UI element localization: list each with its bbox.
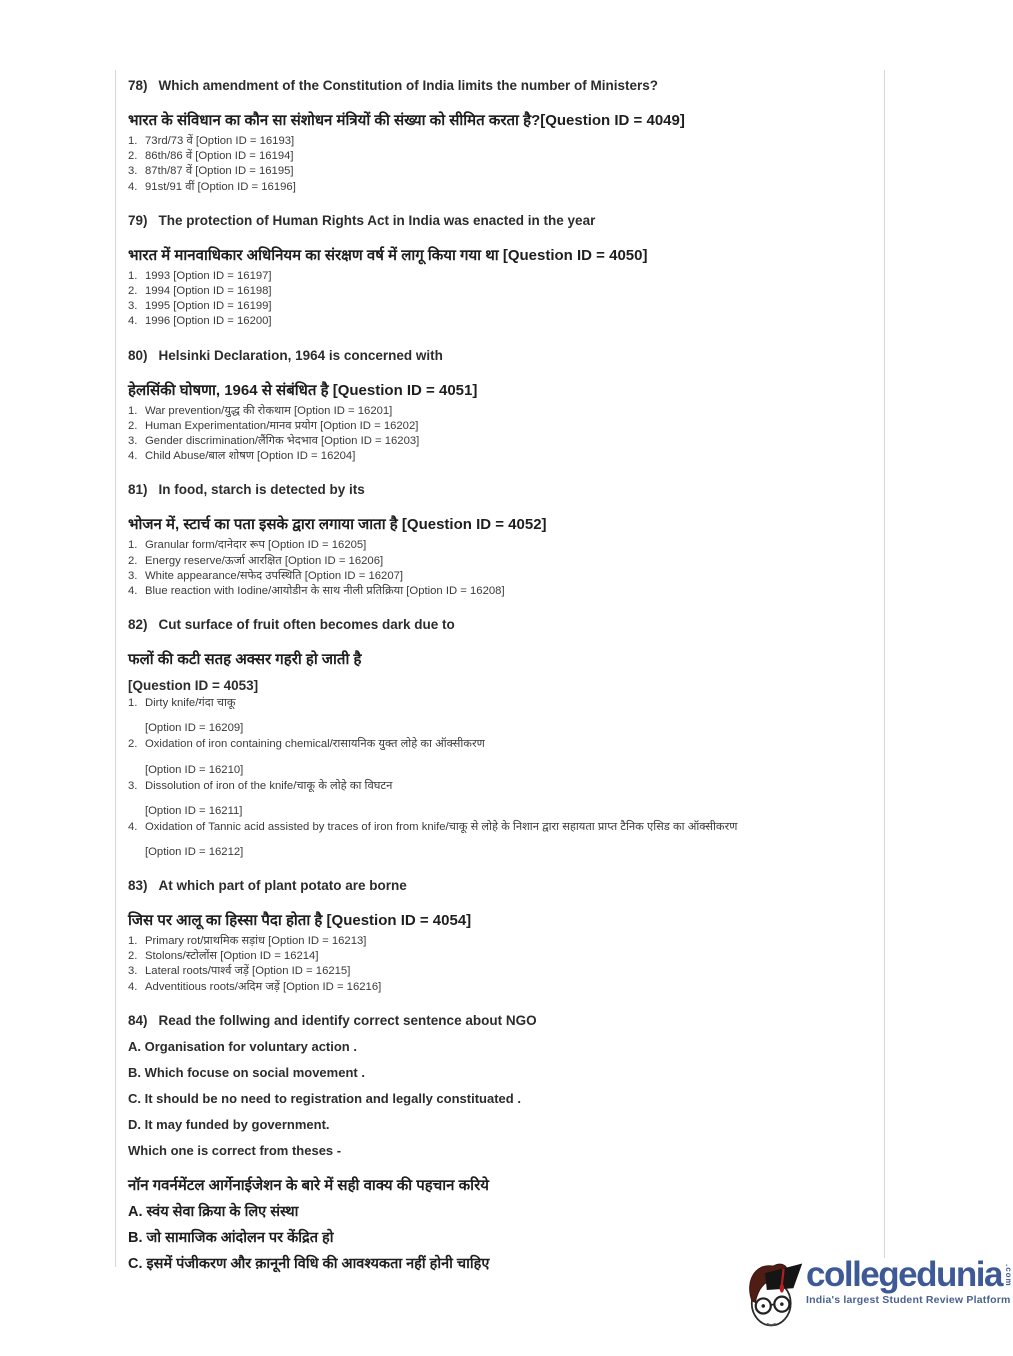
question-title [128,78,854,93]
option-number: 1. [128,404,138,417]
option-text: Energy reserve/ऊर्जा आरक्षित [Option ID = 16206] [145,554,384,567]
option-text: 87th/87 वें [Option ID = 16195] [145,165,294,178]
question-block [128,1013,854,1274]
option-number: 4. [128,585,138,598]
option-text: Granular form/दानेदार रूप [Option ID = 16205] [145,539,367,552]
option-number: 2. [128,150,138,163]
question-title-hindi: भारत के संविधान का कौन सा संशोधन मंत्रियों की संख्या को सीमित करता है?[Question ID = 4049] [128,112,685,129]
option-row [128,980,854,995]
option-number: 2. [128,419,138,432]
option-text: White appearance/सफेद उपस्थिति [Option ID = 16207] [145,569,404,582]
option-row [128,404,854,419]
question-title [128,878,854,893]
option-text: War prevention/युद्ध की रोकथाम [Option ID = 16201] [145,404,393,417]
option-row [128,314,854,329]
option-row [128,134,854,149]
option-number: 2. [128,738,138,751]
statement-hindi: B. जो सामाजिक आंदोलन पर केंद्रित हो [128,1229,334,1246]
option-number: 4. [128,450,138,463]
option-text: Adventitious roots/अदिम जड़ें [Option ID = 16216] [145,980,382,993]
question-title-text: Read the follwing and identify correct sentence about NGO [158,1012,537,1028]
option-text: Oxidation of iron containing chemical/रासायनिक युक्त लोहे का ऑक्सीकरण [145,738,485,751]
option-number: 1. [128,697,138,710]
option-number: 1. [128,539,138,552]
option-number: 3. [128,165,138,178]
option-row [128,779,854,794]
logo-text-group [806,1255,1013,1306]
question-block [128,213,854,330]
option-number: 2. [128,285,138,298]
statement-hindi: A. स्वंय सेवा क्रिया के लिए संस्था [128,1203,299,1220]
option-row [128,964,854,979]
question-title-hindi: जिस पर आलू का हिस्सा पैदा होता है [Question ID = 4054] [128,912,472,930]
option-row [128,180,854,195]
question-title-text: The protection of Human Rights Act in India was enacted in the year [158,212,596,228]
question-number: 81) [128,482,148,498]
option-text: Lateral roots/पार्श्व जड़ें [Option ID = 16215] [145,965,351,978]
statement-en: Which one is correct from theses - [128,1142,342,1158]
options-list [128,696,854,860]
question-title-hindi: भारत में मानवाधिकार अधिनियम का संरक्षण वर्ष में लागू किया गया था [Question ID = 4050] [128,246,648,264]
question-number: 78) [128,78,148,93]
question-title-text: In food, starch is detected by its [158,482,365,498]
option-number: 3. [128,965,138,978]
question-title-hindi: नॉन गवर्नमेंटल आर्गेनाईजेशन के बारे में सही वाक्य की पहचान करिये [128,1176,489,1194]
question-title [128,213,854,228]
option-text: 86th/86 वें [Option ID = 16194] [145,150,294,163]
questions-column [128,78,854,1274]
mascot-icon [742,1250,804,1338]
option-row [128,164,854,179]
question-title [128,1013,854,1028]
option-row [128,449,854,464]
question-block [128,78,854,195]
logo-tld-text: .com [1003,1264,1013,1287]
option-row [128,554,854,569]
option-id-line: [Option ID = 16209] [145,722,244,735]
option-number: 2. [128,950,138,963]
option-number: 4. [128,315,138,328]
option-row [128,284,854,299]
options-list [128,538,854,599]
option-row [128,434,854,449]
question-block [128,878,854,995]
option-text: Child Abuse/बाल शोषण [Option ID = 16204] [145,450,356,463]
option-id-line: [Option ID = 16210] [145,763,244,776]
option-text: 73rd/73 वें [Option ID = 16193] [145,135,295,147]
question-title-hindi: भोजन में, स्टार्च का पता इसके द्वारा लगाया जाता है [Question ID = 4052] [128,516,547,534]
option-number: 3. [128,300,138,313]
option-text: Dissolution of iron of the knife/चाकू के लोहे का विघटन [145,779,393,792]
question-title-text: Which amendment of the Constitution of India limits the number of Ministers? [158,78,659,93]
option-text: Stolons/स्टोलोंस [Option ID = 16214] [145,950,319,963]
option-number: 1. [128,935,138,948]
options-list [128,134,854,195]
question-number: 79) [128,212,148,228]
options-list [128,269,854,330]
option-number: 3. [128,435,138,448]
collegedunia-logo [742,1242,1013,1337]
option-row [128,820,854,835]
statement-en: C. It should be no need to registration and legally constituated . [128,1090,521,1106]
option-text: Gender discrimination/लैंगिक भेदभाव [Option ID = 16203] [145,435,420,448]
option-number: 1. [128,135,138,147]
option-number: 2. [128,554,138,567]
statement-en: A. Organisation for voluntary action . [128,1038,357,1054]
option-text: 1993 [Option ID = 16197] [145,269,272,282]
option-text: Dirty knife/गंदा चाकू [145,697,236,710]
option-text: Human Experimentation/मानव प्रयोग [Option ID = 16202] [145,419,419,432]
question-number: 84) [128,1012,148,1028]
logo-tagline: India's largest Student Review Platform [806,1294,1011,1306]
option-number: 4. [128,980,138,993]
option-id-line: [Option ID = 16211] [145,804,243,817]
option-row [128,696,854,711]
options-list [128,934,854,995]
option-row [128,269,854,284]
question-block [128,348,854,465]
option-number: 3. [128,569,138,582]
option-row [128,584,854,599]
option-text: 1995 [Option ID = 16199] [145,300,272,313]
option-text: Primary rot/प्राथमिक सड़ांध [Option ID = 16213] [145,935,367,948]
page-right-border [884,70,885,1258]
question-title [128,617,854,632]
question-block [128,617,854,860]
option-number: 4. [128,180,138,193]
option-row [128,149,854,164]
option-number: 3. [128,779,138,792]
option-row [128,949,854,964]
question-number: 83) [128,878,148,894]
logo-brand-text: collegedunia [806,1255,1002,1294]
option-row [128,737,854,752]
question-title [128,482,854,497]
question-title-text: Cut surface of fruit often becomes dark due to [158,617,455,633]
options-list [128,404,854,465]
option-row [128,299,854,314]
option-text: Oxidation of Tannic acid assisted by traces of iron from knife/चाकू से लोहे के निशान द्वारा सहायता प्राप्त टैनिक एसिड का ऑक्सीकरण [145,820,738,833]
option-row [128,419,854,434]
question-id-line: [Question ID = 4053] [128,678,259,694]
question-title-hindi: फलों की कटी सतह अक्सर गहरी हो जाती है [128,651,362,669]
question-title-text: Helsinki Declaration, 1964 is concerned with [158,347,443,363]
option-number: 4. [128,820,138,833]
option-row [128,569,854,584]
question-title-hindi: हेलसिंकी घोषणा, 1964 से संबंधित है [Question ID = 4051] [128,381,478,399]
option-row [128,538,854,553]
option-row [128,934,854,949]
question-number: 80) [128,347,148,363]
option-text: 1996 [Option ID = 16200] [145,315,272,328]
option-number: 1. [128,269,138,282]
option-text: 1994 [Option ID = 16198] [145,285,272,298]
statement-hindi: C. इसमें पंजीकरण और क़ानूनी विधि की आवश्यकता नहीं होनी चाहिए [128,1255,490,1272]
page-left-border [115,70,116,1267]
option-id-line: [Option ID = 16212] [145,846,244,859]
option-text: 91st/91 वीं [Option ID = 16196] [145,180,296,193]
question-title [128,348,854,363]
statement-en: B. Which focuse on social movement . [128,1064,365,1080]
statement-en: D. It may funded by government. [128,1116,330,1132]
question-title-text: At which part of plant potato are borne [158,878,407,894]
question-block [128,482,854,599]
question-number: 82) [128,617,148,633]
option-text: Blue reaction with Iodine/आयोडीन के साथ नीली प्रतिक्रिया [Option ID = 16208] [145,585,505,598]
